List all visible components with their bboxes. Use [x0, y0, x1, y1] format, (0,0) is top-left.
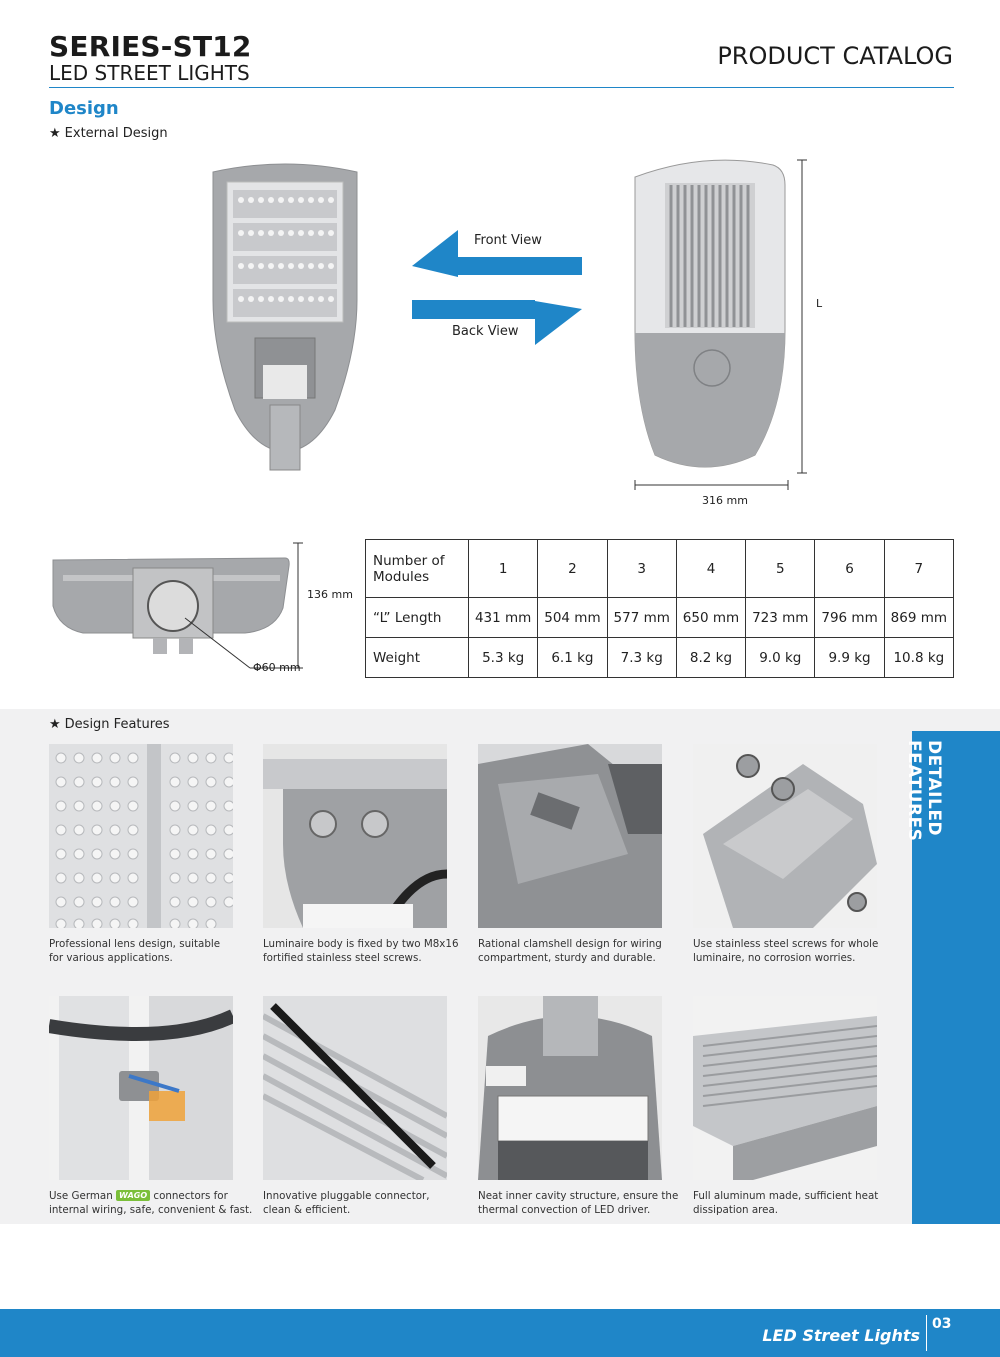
table-cell: 577 mm	[607, 598, 676, 638]
table-cell: 5	[746, 540, 815, 598]
table-cell: 4	[676, 540, 745, 598]
series-subtitle: LED STREET LIGHTS	[49, 61, 250, 85]
caption-wago-connectors: Use German WAGO connectors for internal wiring, safe, convenient & fast.	[49, 1190, 253, 1216]
back-view-label: Back View	[452, 324, 519, 339]
side-view-drawing	[45, 538, 310, 673]
table-cell: 9.9 kg	[815, 638, 884, 678]
weight-header: Weight	[366, 638, 469, 678]
table-cell: 796 mm	[815, 598, 884, 638]
series-title: SERIES-ST12	[49, 30, 252, 63]
table-cell: 723 mm	[746, 598, 815, 638]
header-divider	[49, 87, 954, 88]
table-cell: 6.1 kg	[538, 638, 607, 678]
photo-aluminum-body	[693, 996, 877, 1180]
table-cell: 1	[469, 540, 538, 598]
catalog-title: PRODUCT CATALOG	[717, 42, 953, 70]
photo-stainless-screws	[693, 744, 877, 928]
table-cell: 2	[538, 540, 607, 598]
detailed-features-label: DETAILED FEATURES	[904, 740, 944, 842]
table-cell: 431 mm	[469, 598, 538, 638]
table-cell: 9.0 kg	[746, 638, 815, 678]
caption-stainless-screws: Use stainless steel screws for whole luminaire, no corrosion worries.	[693, 938, 879, 964]
footer-title: LED Street Lights	[762, 1326, 920, 1345]
footer-divider	[926, 1315, 927, 1351]
table-cell: 3	[607, 540, 676, 598]
photo-pluggable-connector	[263, 996, 447, 1180]
width-dimension-label: 316 mm	[702, 494, 748, 507]
table-cell: 5.3 kg	[469, 638, 538, 678]
front-view-drawing	[205, 160, 365, 475]
back-view-drawing	[625, 155, 815, 495]
design-heading: Design	[49, 98, 119, 119]
photo-inner-cavity	[478, 996, 662, 1180]
photo-lens-design	[49, 744, 233, 928]
page-number: 03	[932, 1316, 952, 1332]
photo-wago-connectors	[49, 996, 233, 1180]
caption-lens-design: Professional lens design, suitable for various applications.	[49, 938, 221, 964]
photo-body-screws	[263, 744, 447, 928]
caption-body-screws: Luminaire body is fixed by two M8x16 fortified stainless steel screws.	[263, 938, 459, 964]
table-cell: 10.8 kg	[884, 638, 953, 678]
caption-aluminum-body: Full aluminum made, sufficient heat dissipation area.	[693, 1190, 879, 1216]
caption-clamshell: Rational clamshell design for wiring compartment, sturdy and durable.	[478, 938, 662, 964]
table-cell: 6	[815, 540, 884, 598]
design-features-label: ★ Design Features	[49, 717, 170, 732]
table-cell: 8.2 kg	[676, 638, 745, 678]
external-design-label: ★ External Design	[49, 126, 168, 141]
modules-header: Number of Modules	[366, 540, 469, 598]
caption-pluggable-connector: Innovative pluggable connector, clean & efficient.	[263, 1190, 430, 1216]
height-dimension-label: 136 mm	[307, 588, 353, 601]
photo-clamshell	[478, 744, 662, 928]
spec-table	[365, 539, 954, 678]
table-cell: 504 mm	[538, 598, 607, 638]
table-cell: 7.3 kg	[607, 638, 676, 678]
table-cell: 7	[884, 540, 953, 598]
length-header: “L” Length	[366, 598, 469, 638]
length-dimension-label: L	[816, 297, 823, 310]
table-row	[366, 598, 954, 638]
table-cell: 869 mm	[884, 598, 953, 638]
star-icon: ★	[49, 717, 61, 732]
diameter-dimension-label: Φ60 mm	[253, 661, 301, 674]
table-cell: 650 mm	[676, 598, 745, 638]
caption-inner-cavity: Neat inner cavity structure, ensure the thermal convection of LED driver.	[478, 1190, 679, 1216]
table-row	[366, 638, 954, 678]
star-icon: ★	[49, 126, 61, 141]
table-row	[366, 540, 954, 598]
wago-logo: WAGO	[116, 1190, 150, 1201]
front-view-label: Front View	[474, 233, 542, 248]
